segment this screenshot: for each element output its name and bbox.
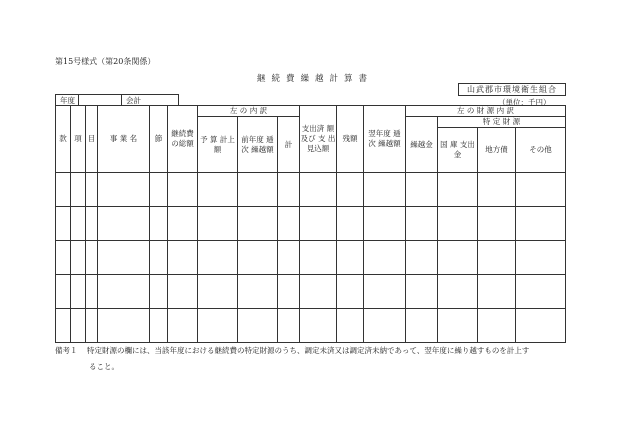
table-cell[interactable] xyxy=(198,309,238,343)
header-prev-carry: 前年度 逓 次 繰越額 xyxy=(238,117,278,173)
table-cell[interactable] xyxy=(86,275,98,309)
table-cell[interactable] xyxy=(168,241,198,275)
table-cell[interactable] xyxy=(438,275,478,309)
table-cell[interactable] xyxy=(478,207,516,241)
note xyxy=(55,343,529,359)
unit-label: （単位：千円） xyxy=(498,98,551,107)
table-cell[interactable] xyxy=(86,241,98,275)
table-cell[interactable] xyxy=(238,309,278,343)
table-cell[interactable] xyxy=(238,275,278,309)
header-national: 国 庫 支出金 xyxy=(438,128,478,173)
table-cell[interactable] xyxy=(438,241,478,275)
table-row xyxy=(56,275,566,309)
header-specific-source: 特 定 財 源 xyxy=(438,117,566,128)
table-cell[interactable] xyxy=(406,275,438,309)
table-cell[interactable] xyxy=(168,275,198,309)
table-cell[interactable] xyxy=(56,309,71,343)
table-cell[interactable] xyxy=(300,207,337,241)
header-remaining: 残額 xyxy=(337,106,364,173)
table-row xyxy=(56,241,566,275)
header-local-bond: 地方債 xyxy=(478,128,516,173)
table-cell[interactable] xyxy=(438,207,478,241)
header-other: その他 xyxy=(516,128,566,173)
table-cell[interactable] xyxy=(337,241,364,275)
table-cell[interactable] xyxy=(150,241,168,275)
table-cell[interactable] xyxy=(150,173,168,207)
table-cell[interactable] xyxy=(406,241,438,275)
table-cell[interactable] xyxy=(56,173,71,207)
header-expended: 支出済 額及び 支 出 見込額 xyxy=(300,106,337,173)
table-cell[interactable] xyxy=(86,207,98,241)
table-cell[interactable] xyxy=(278,275,300,309)
table-cell[interactable] xyxy=(300,173,337,207)
table-cell[interactable] xyxy=(406,207,438,241)
table-cell[interactable] xyxy=(86,173,98,207)
table-cell[interactable] xyxy=(478,173,516,207)
table-cell[interactable] xyxy=(478,241,516,275)
table-cell[interactable] xyxy=(300,309,337,343)
header-carry-amount: 繰越金 xyxy=(406,117,438,173)
table-cell[interactable] xyxy=(56,275,71,309)
table-cell[interactable] xyxy=(168,173,198,207)
table-cell[interactable] xyxy=(337,309,364,343)
header-left-breakdown: 左 の 内 訳 xyxy=(198,106,300,117)
table-cell[interactable] xyxy=(198,241,238,275)
table-cell[interactable] xyxy=(71,309,86,343)
table-body xyxy=(56,173,566,343)
header-total: 継続費の総額 xyxy=(168,106,198,173)
table-cell[interactable] xyxy=(364,275,406,309)
table-cell[interactable] xyxy=(238,173,278,207)
table-cell[interactable] xyxy=(98,275,150,309)
table-cell[interactable] xyxy=(478,309,516,343)
table-row xyxy=(56,309,566,343)
organization-name: 山武郡市環境衛生組合 xyxy=(458,83,566,96)
note-text: 特定財源の欄には、当該年度における継続費の特定財源のうち、調定未済又は調定済未納であって、翌年度に繰り越すものを計上す xyxy=(87,346,530,355)
table-cell[interactable] xyxy=(98,309,150,343)
table-cell[interactable] xyxy=(150,207,168,241)
table-cell[interactable] xyxy=(238,207,278,241)
note-label: 備考１ xyxy=(55,346,78,355)
table-cell[interactable] xyxy=(438,173,478,207)
table-cell[interactable] xyxy=(71,241,86,275)
table-cell[interactable] xyxy=(438,309,478,343)
table-cell[interactable] xyxy=(516,275,566,309)
table-cell[interactable] xyxy=(71,173,86,207)
table-cell[interactable] xyxy=(56,241,71,275)
table-cell[interactable] xyxy=(337,275,364,309)
table-cell[interactable] xyxy=(364,241,406,275)
table-row xyxy=(56,173,566,207)
document-title: 継続費繰越計算書 xyxy=(256,74,373,84)
year-label: 年度 xyxy=(56,95,79,106)
table-cell[interactable] xyxy=(71,207,86,241)
table-cell[interactable] xyxy=(300,275,337,309)
table-cell[interactable] xyxy=(337,173,364,207)
header-moku: 目 xyxy=(86,106,98,173)
table-cell[interactable] xyxy=(406,309,438,343)
table-cell[interactable] xyxy=(98,207,150,241)
header-kan: 款 xyxy=(56,106,71,173)
table-cell[interactable] xyxy=(86,309,98,343)
table-cell[interactable] xyxy=(278,207,300,241)
header-setsu: 節 xyxy=(150,106,168,173)
table-cell[interactable] xyxy=(406,173,438,207)
table-cell[interactable] xyxy=(364,173,406,207)
table-cell[interactable] xyxy=(150,275,168,309)
table-cell[interactable] xyxy=(364,207,406,241)
table-cell[interactable] xyxy=(516,309,566,343)
table-cell[interactable] xyxy=(168,207,198,241)
account-label: 会計 xyxy=(126,96,141,105)
table-cell[interactable] xyxy=(278,173,300,207)
table-cell[interactable] xyxy=(516,207,566,241)
note-continuation: ること。 xyxy=(89,362,119,371)
header-subtotal: 計 xyxy=(278,117,300,173)
table-cell[interactable] xyxy=(198,207,238,241)
table-cell[interactable] xyxy=(150,309,168,343)
table-cell[interactable] xyxy=(478,275,516,309)
table-cell[interactable] xyxy=(278,309,300,343)
table-cell[interactable] xyxy=(168,309,198,343)
table-row xyxy=(56,207,566,241)
table-cell[interactable] xyxy=(516,241,566,275)
header-next-carry: 翌年度 逓 次 繰越額 xyxy=(364,106,406,173)
table-cell[interactable] xyxy=(238,241,278,275)
table-cell[interactable] xyxy=(300,241,337,275)
table-cell[interactable] xyxy=(198,173,238,207)
header-kou: 項 xyxy=(71,106,86,173)
table-cell[interactable] xyxy=(278,241,300,275)
table-cell[interactable] xyxy=(98,173,150,207)
table-cell[interactable] xyxy=(71,275,86,309)
carryover-table xyxy=(55,105,566,343)
table-cell[interactable] xyxy=(98,241,150,275)
form-number: 第15号様式（第20条関係） xyxy=(55,57,156,66)
header-left-source: 左 の 財 源 内 訳 xyxy=(406,106,566,117)
table-cell[interactable] xyxy=(337,207,364,241)
table-cell[interactable] xyxy=(56,207,71,241)
header-budget: 予 算 計上額 xyxy=(198,117,238,173)
table-cell[interactable] xyxy=(198,275,238,309)
header-project: 事 業 名 xyxy=(98,106,150,173)
table-cell[interactable] xyxy=(516,173,566,207)
table-cell[interactable] xyxy=(364,309,406,343)
